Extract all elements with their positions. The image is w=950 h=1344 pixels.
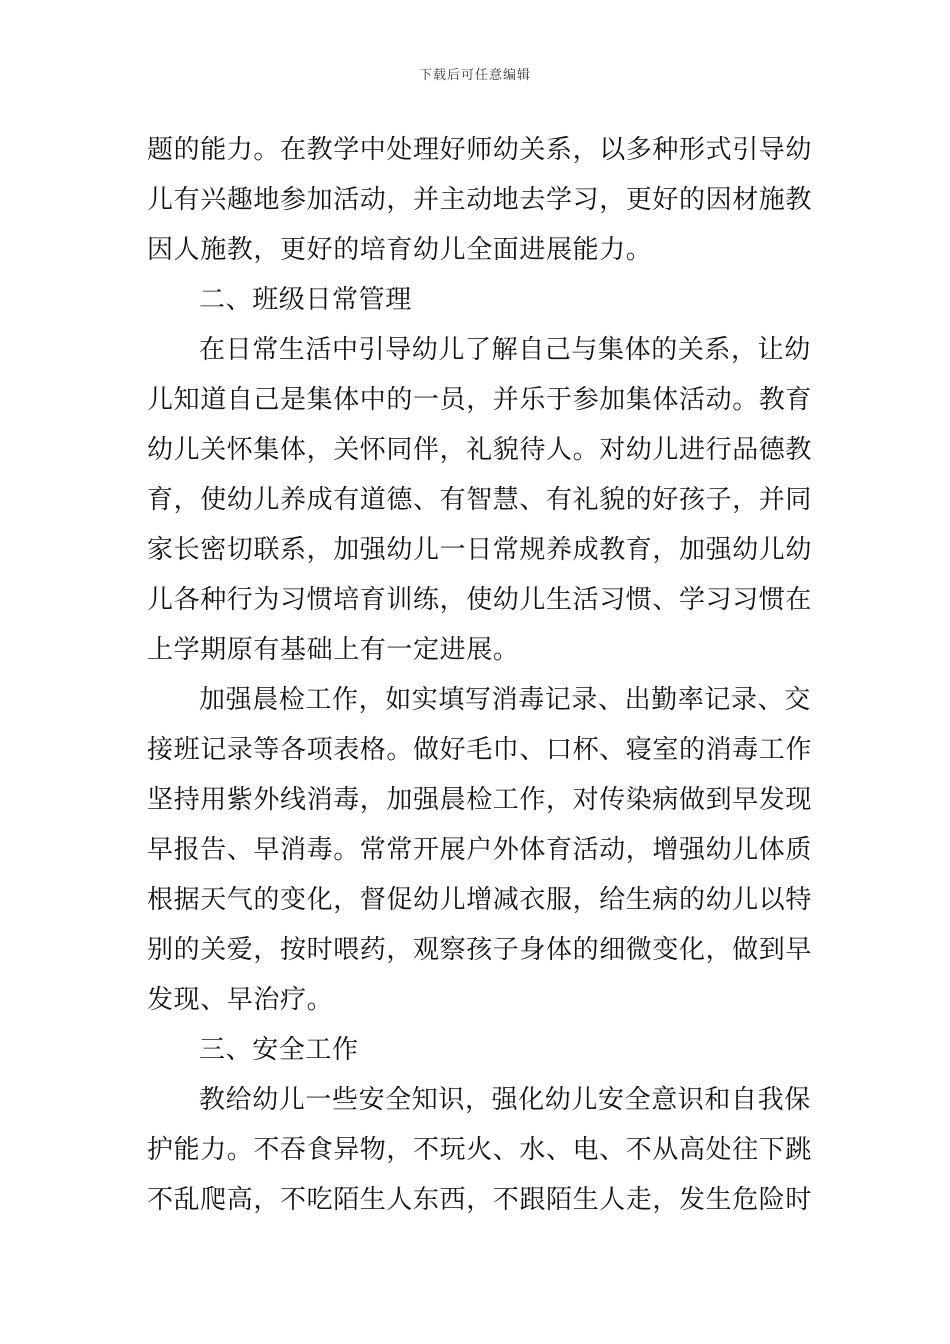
text-line: 育，使幼儿养成有道德、有智慧、有礼貌的好孩子，并同 [147,485,813,515]
text-line: 早报告、早消毒。常常开展户外体育活动，增强幼儿体质 [147,835,813,865]
text-line: 在日常生活中引导幼儿了解自己与集体的关系，让幼 [199,335,811,365]
text-line: 护能力。不吞食异物，不玩火、水、电、不从高处往下跳 [147,1135,813,1165]
text-line: 因人施教，更好的培育幼儿全面进展能力。 [147,235,653,265]
text-line: 根据天气的变化，督促幼儿增减衣服，给生病的幼儿以特 [147,885,813,915]
text-line: 上学期原有基础上有一定进展。 [147,635,520,665]
text-line: 儿各种行为习惯培育训练，使幼儿生活习惯、学习习惯在 [147,585,813,615]
text-line: 坚持用紫外线消毒，加强晨检工作，对传染病做到早发现 [147,785,813,815]
text-line: 儿知道自己是集体中的一员，并乐于参加集体活动。教育 [147,385,813,415]
text-line: 发现、早治疗。 [147,985,334,1015]
text-line: 儿有兴趣地参加活动，并主动地去学习，更好的因材施教 [147,185,813,215]
text-line: 教给幼儿一些安全知识，强化幼儿安全意识和自我保 [199,1085,811,1115]
text-line: 加强晨检工作，如实填写消毒记录、出勤率记录、交 [199,685,811,715]
section-heading: 二、班级日常管理 [199,285,412,315]
header-note: 下载后可任意编辑 [418,68,531,83]
text-line: 不乱爬高，不吃陌生人东西，不跟陌生人走，发生危险时 [147,1185,813,1215]
section-heading: 三、安全工作 [199,1035,359,1065]
text-line: 别的关爱，按时喂药，观察孩子身体的细微变化，做到早 [147,935,813,965]
text-line: 题的能力。在教学中处理好师幼关系，以多种形式引导幼 [147,135,813,165]
text-line: 接班记录等各项表格。做好毛巾、口杯、寝室的消毒工作 [147,735,813,765]
text-line: 家长密切联系，加强幼儿一日常规养成教育，加强幼儿幼 [147,535,813,565]
text-line: 幼儿关怀集体，关怀同伴，礼貌待人。对幼儿进行品德教 [147,435,813,465]
document-body [147,125,813,1225]
